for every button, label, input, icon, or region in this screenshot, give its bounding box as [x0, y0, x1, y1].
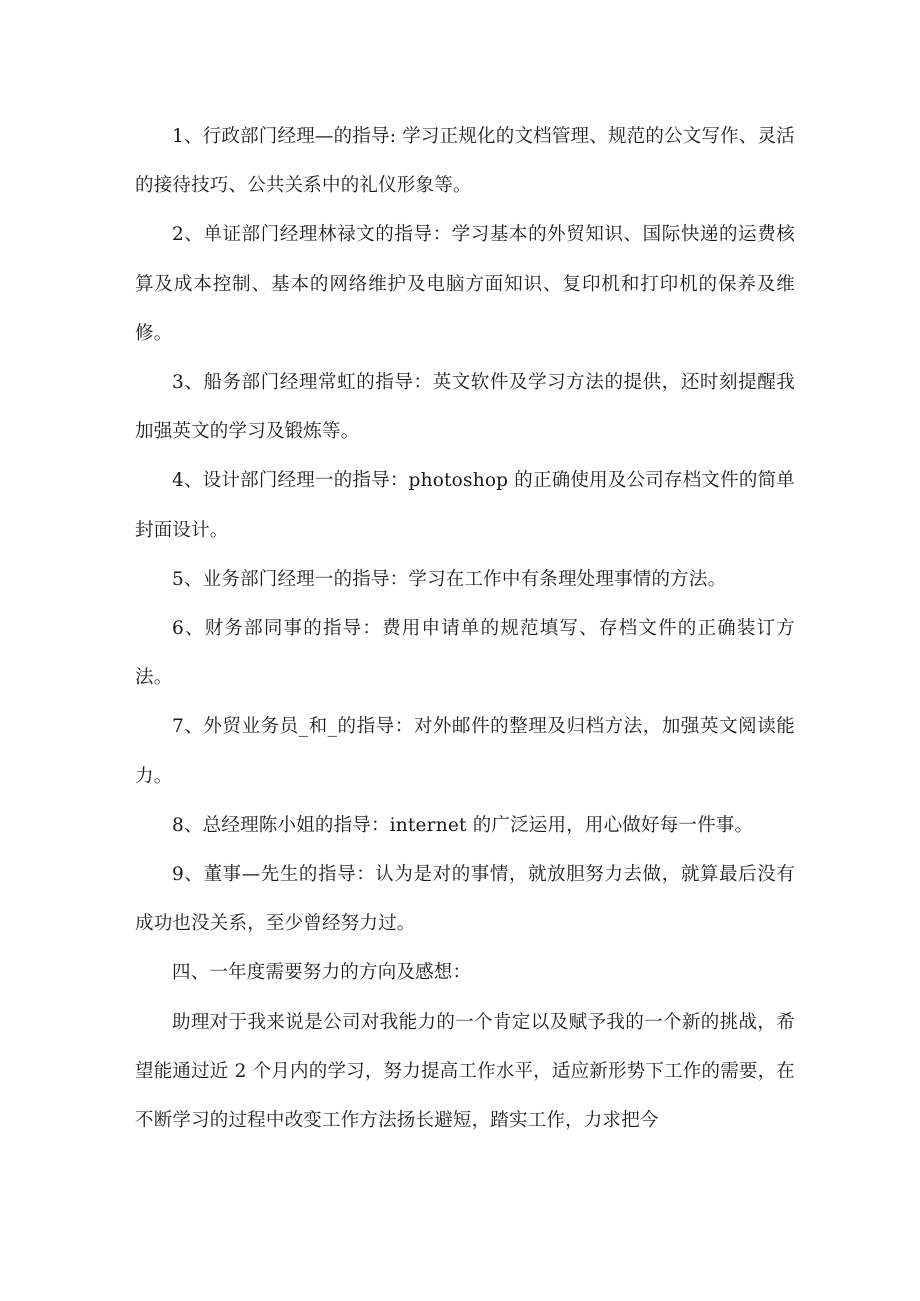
paragraph-guidance-finance: 6、财务部同事的指导：费用申请单的规范填写、存档文件的正确装订方法。	[135, 618, 795, 689]
paragraph-guidance-admin: 1、行政部门经理—的指导: 学习正规化的文档管理、规范的公文写作、灵活的接待技巧、公共关系中的礼仪形象等。	[135, 126, 795, 197]
paragraph-guidance-business: 5、业务部门经理一的指导：学习在工作中有条理处理事情的方法。	[172, 568, 727, 590]
paragraph-guidance-documents: 2、单证部门经理林禄文的指导：学习基本的外贸知识、国际快递的运费核算及成本控制、基本的网络维护及电脑方面知识、复印机和打印机的保养及维修。	[135, 224, 795, 344]
paragraph-guidance-trade: 7、外贸业务员_和_的指导：对外邮件的整理及归档方法，加强英文阅读能力。	[135, 716, 795, 787]
paragraph-guidance-design: 4、设计部门经理一的指导：photoshop 的正确使用及公司存档文件的简单封面设计。	[135, 470, 795, 541]
document-body	[135, 112, 795, 1145]
paragraph-reflection: 助理对于我来说是公司对我能力的一个肯定以及赋予我的一个新的挑战，希望能通过近 2 个月内的学习，努力提高工作水平，适应新形势下工作的需要，在不断学习的过程中改变工作方法扬长避短，踏实工作，力求把今	[135, 1011, 795, 1132]
paragraph-guidance-gm: 8、总经理陈小姐的指导：internet 的广泛运用，用心做好每一件事。	[172, 814, 754, 836]
section-heading-direction: 四、一年度需要努力的方向及感想：	[172, 962, 472, 984]
paragraph-guidance-chairman: 9、董事—先生的指导：认为是对的事情，就放胆努力去做，就算最后没有成功也没关系，至少曾经努力过。	[135, 864, 795, 935]
paragraph-guidance-shipping: 3、船务部门经理常虹的指导：英文软件及学习方法的提供，还时刻提醒我加强英文的学习及锻炼等。	[135, 372, 795, 443]
